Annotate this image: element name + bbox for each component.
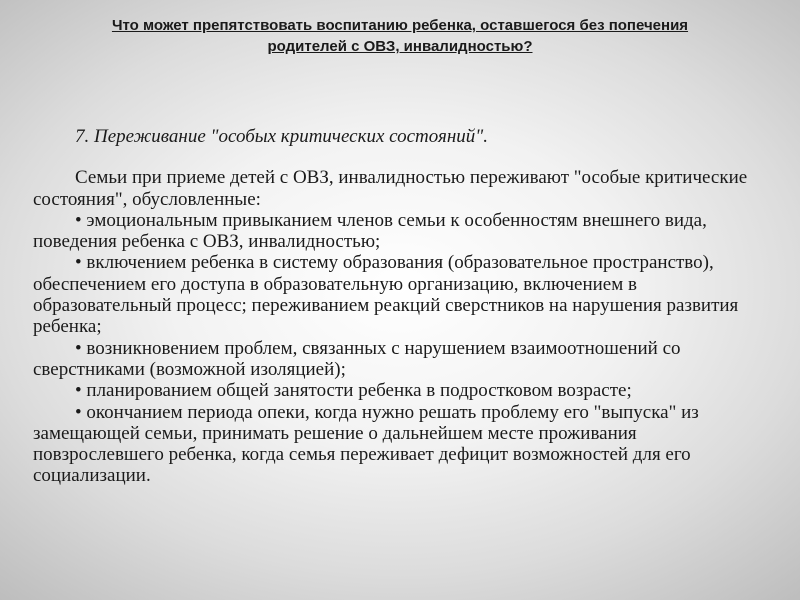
bullet-item-emotional: • эмоциональным привыканием членов семьи к особенностям внешнего вида, поведения ребенка с ОВЗ, инвалидностью; — [33, 209, 707, 253]
bullet-item-peers: • возникновением проблем, связанных с нарушением взаимоотношений со сверстниками (возможной изоляцией); — [33, 337, 681, 380]
slide-title-line-2: родителей с ОВЗ, инвалидностью? — [267, 38, 533, 55]
section-heading: 7. Переживание "особых критических состояний". — [75, 126, 489, 147]
bullet-item-planning: • планированием общей занятости ребенка в подростковом возрасте; — [75, 380, 632, 402]
slide-body — [33, 126, 763, 487]
bullet-item-education: • включением ребенка в систему образования (образовательное пространство), обеспечением его доступа в образовательную организацию, включением в образовательный процесс; переживанием реакций сверстников на нарушения развития ребенка; — [33, 252, 739, 338]
intro-paragraph: Семьи при приеме детей с ОВЗ, инвалидностью переживают "особые критические состояния", обусловленные: — [33, 167, 748, 210]
slide-title-line-1: Что может препятствовать воспитанию ребенка, оставшегося без попечения — [111, 17, 689, 34]
slide-title — [40, 15, 760, 57]
bullet-item-guardianship-end: • окончанием периода опеки, когда нужно решать проблему его "выпуска" из замещающей семьи, принимать решение о дальнейшем месте проживания повзрослевшего ребенка, когда семья переживает дефицит возможностей для его социализации. — [33, 401, 699, 487]
